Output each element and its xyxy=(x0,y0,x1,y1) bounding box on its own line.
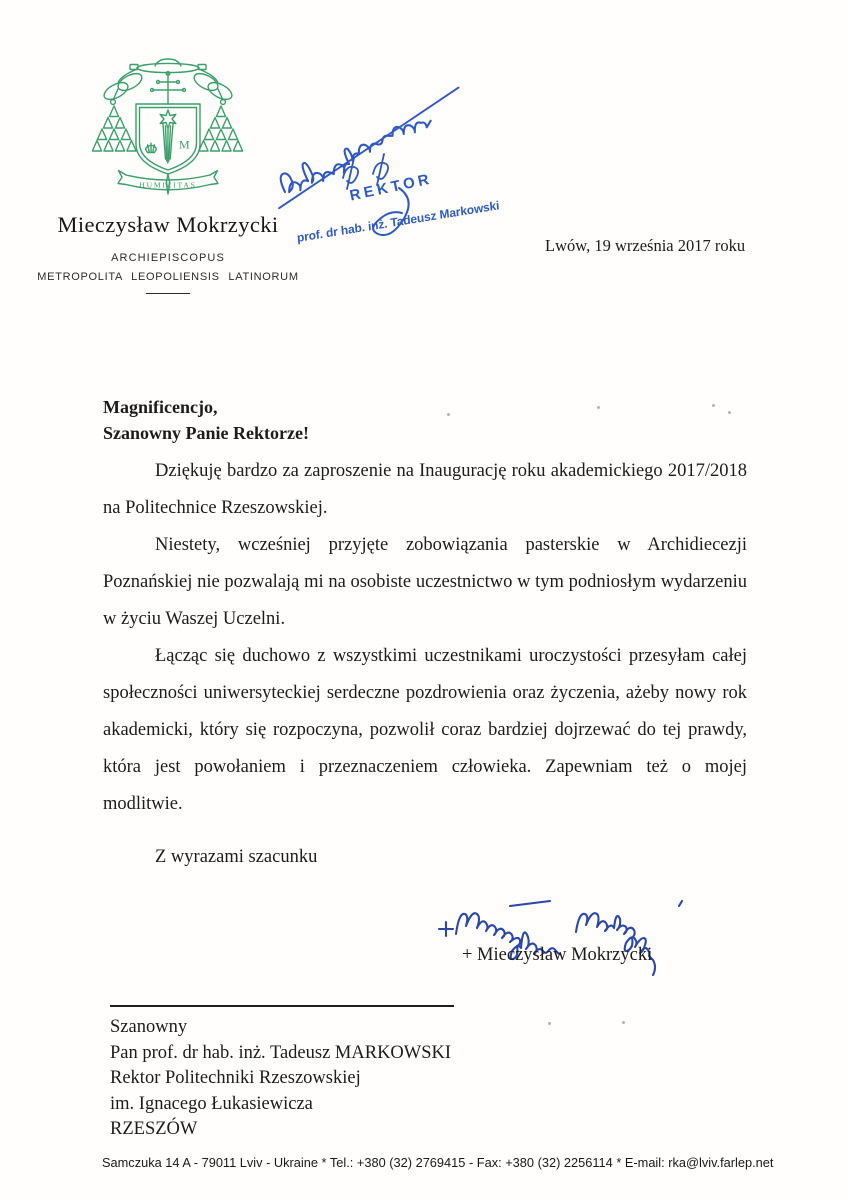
recipient-line: im. Ignacego Łukasiewicza xyxy=(110,1093,313,1114)
crest-motto: HUMILITAS xyxy=(139,180,197,190)
stamp-signatory-name: prof. dr hab. inż. Tadeusz Markowski xyxy=(296,198,500,245)
recipient-line: Pan prof. dr hab. inż. Tadeusz MARKOWSKI xyxy=(110,1042,452,1063)
letter-body xyxy=(103,394,747,876)
salutation-line1: Magnificencjo, xyxy=(103,397,218,417)
shell-icon xyxy=(146,143,157,152)
footer-contact: Samczuka 14 A - 79011 Lviv - Ukraine * Tel.: +380 (32) 2769415 - Fax: +380 (32) 2256114 * E-mail: rka@lviv.farlep.net xyxy=(102,1155,774,1170)
signature-plus xyxy=(439,922,453,936)
typed-signature: + Mieczysław Mokrzycki xyxy=(462,945,653,965)
sender-title-line2: METROPOLITA LEOPOLIENSIS LATINORUM xyxy=(37,271,299,283)
scan-speck xyxy=(597,406,600,409)
salutation xyxy=(103,394,747,446)
scan-speck xyxy=(622,1021,625,1024)
recipient-block xyxy=(110,1015,451,1143)
signature-idot xyxy=(679,901,682,906)
shield-letter-m: M xyxy=(179,137,190,152)
recipient-line: Szanowny xyxy=(110,1017,188,1037)
sender-title-line1: ARCHIEPISCOPUS xyxy=(111,252,225,264)
recipient-divider xyxy=(110,1005,454,1007)
recipient-line: Rektor Politechniki Rzeszowskiej xyxy=(110,1068,361,1088)
paragraph: Niestety, wcześniej przyjęte zobowiązania pasterskie w Archidiecezji Poznańskiej nie pozwalają mi na osobiste uczestnictwo w tym podniosłym wydarzeniu w życiu Waszej Uczelni. xyxy=(103,535,747,629)
rektor-stamp: REKTOR xyxy=(348,170,434,205)
paragraph: Łącząc się duchowo z wszystkimi uczestnikami uroczystości przesyłam całej społeczności uniwersyteckiej serdeczne pozdrowienia oraz życzenia, ażeby nowy rok akademicki, który się rozpoczyna, pozwolił coraz bardziej dojrzewać do tej prawdy, która jest powołaniem i przeznaczeniem człowieka. Zapewniam też o mojej modlitwie. xyxy=(103,646,747,814)
salutation-line2: Szanowny Panie Rektorze! xyxy=(103,423,309,443)
scan-speck xyxy=(728,411,731,414)
dateline: Lwów, 19 września 2017 roku xyxy=(545,236,746,255)
sender-name: Mieczysław Mokrzycki xyxy=(57,212,279,237)
galero-hat-icon xyxy=(130,59,206,73)
scan-speck xyxy=(712,404,715,407)
signature-lbar xyxy=(510,901,550,906)
scan-speck xyxy=(548,1022,551,1025)
crest-shield xyxy=(136,104,200,174)
paragraph: Dziękuję bardzo za zaproszenie na Inaugurację roku akademickiego 2017/2018 na Politechnice Rzeszowskiej. xyxy=(103,461,747,518)
closing-line: Z wyrazami szacunku xyxy=(155,847,318,867)
patriarchal-cross-icon xyxy=(151,72,186,104)
episcopal-crest-icon xyxy=(92,56,244,196)
letterhead-divider xyxy=(146,293,190,294)
recipient-line: RZESZÓW xyxy=(110,1119,198,1139)
scan-speck xyxy=(447,413,450,416)
